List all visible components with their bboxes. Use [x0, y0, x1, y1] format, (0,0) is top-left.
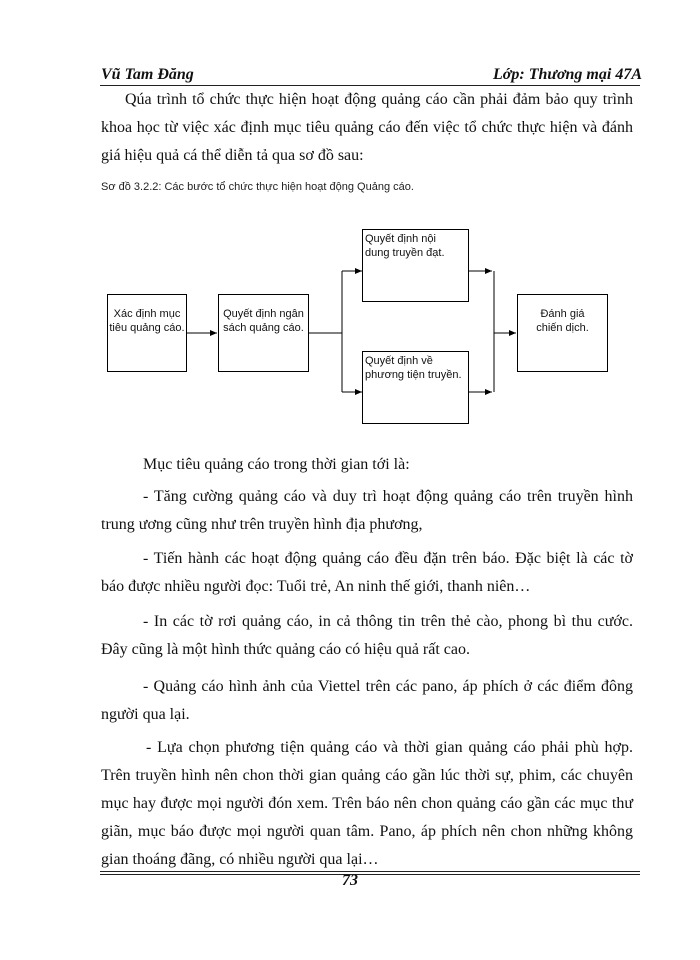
header-class: Lớp: Thương mại 47A — [493, 66, 642, 83]
box-decide-media: Quyết định về phương tiện truyền. — [362, 351, 469, 424]
goal-item-2: - Tiến hành các hoạt động quảng cáo đều đặn trên báo. Đặc biệt là các tờ báo được nhiều người đọc: Tuổi trẻ, An ninh thế giới, thanh niên… — [101, 550, 633, 595]
goal-item-1: - Tăng cường quảng cáo và duy trì hoạt động quảng cáo trên truyền hình trung ương cũng như trên truyền hình địa phương, — [101, 488, 633, 533]
box-decide-content: Quyết định nội dung truyền đạt. — [362, 229, 469, 302]
goals-heading: Mục tiêu quảng cáo trong thời gian tới là: — [143, 456, 410, 473]
box-evaluate-campaign: Đánh giá chiến dịch. — [517, 294, 608, 372]
header-author: Vũ Tam Đăng — [101, 66, 194, 83]
goal-item-3: - In các tờ rơi quảng cáo, in cả thông tin trên thẻ cào, phong bì thu cước. Đây cũng là một hình thức quảng cáo có hiệu quả rất cao. — [101, 613, 633, 658]
goal-item-4: - Quảng cáo hình ảnh của Viettel trên các pano, áp phích ở các điểm đông người qua lại. — [101, 678, 633, 723]
diagram-caption: Sơ đồ 3.2.2: Các bước tổ chức thực hiện hoạt động Quảng cáo. — [101, 181, 414, 193]
box-decide-budget: Quyết định ngân sách quảng cáo. — [218, 294, 309, 372]
page-number: 73 — [342, 872, 358, 889]
box-define-objectives: Xác định mục tiêu quảng cáo. — [107, 294, 187, 372]
goal-item-5: - Lựa chọn phương tiện quảng cáo và thời gian quảng cáo phải phù hợp. Trên truyền hình nên chon thời gian quảng cáo gần lúc thời sự, phim, các chuyên mục hay được mọi người đón xem. Trên báo nên chon quảng cáo gần các mục thư giãn, mục báo được mọi người quan tâm. Pano, áp phích nên chon những không gian thoáng đãng, có nhiều người qua lại… — [101, 739, 633, 868]
intro-paragraph: Qúa trình tổ chức thực hiện hoạt động quảng cáo cần phải đảm bảo quy trình khoa học từ việc xác định mục tiêu quảng cáo đến việc tổ chức thực hiện và đánh giá hiệu quả cá thể diễn tả qua sơ đồ sau: — [101, 91, 633, 164]
